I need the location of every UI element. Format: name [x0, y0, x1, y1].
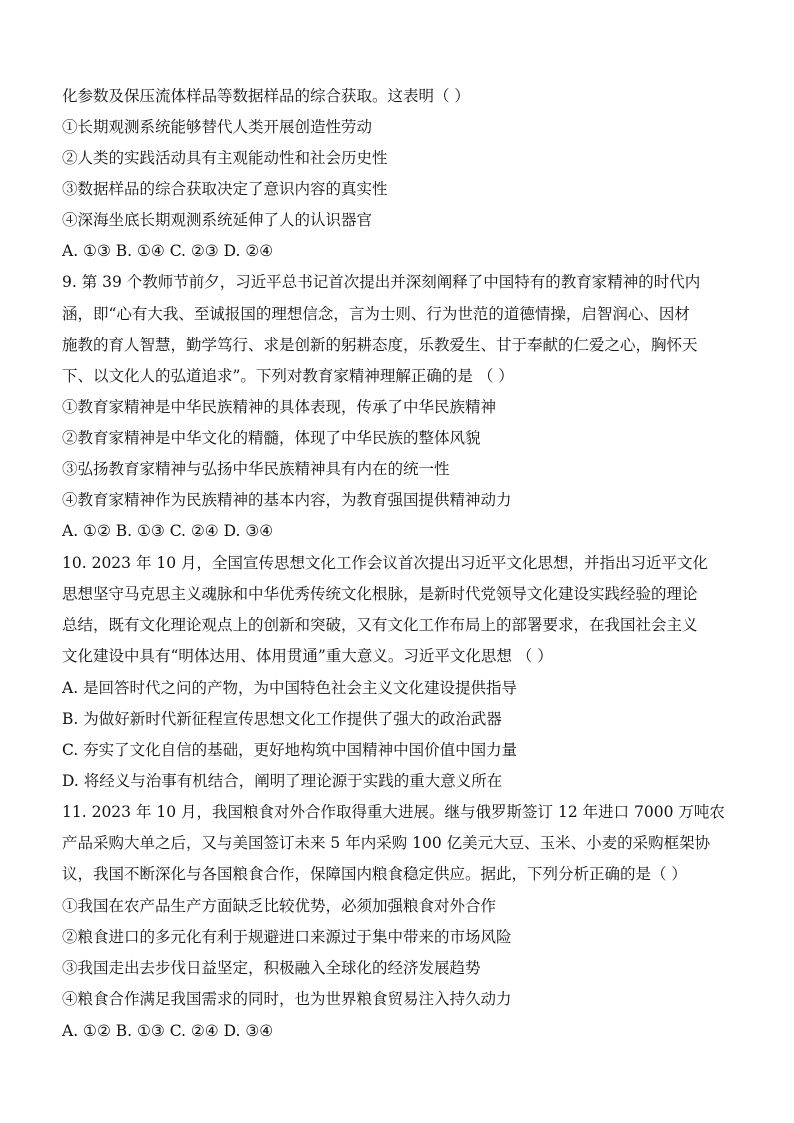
q10-option-a: A. 是回答时代之问的产物，为中国特色社会主义文化建设提供指导	[62, 679, 518, 697]
q11-stem-line-1: 11. 2023 年 10 月，我国粮食对外合作取得重大进展。继与俄罗斯签订 12 年进口 7000 万吨农	[62, 803, 725, 821]
q8-item-3: ③数据样品的综合获取决定了意识内容的真实性	[62, 180, 388, 198]
q9-stem-line-3: 施教的育人智慧，勤学笃行、求是创新的躬耕态度，乐教爱生、甘于奉献的仁爱之心，胸怀天	[62, 336, 698, 354]
q9-item-2: ②教育家精神是中华文化的精髓，体现了中华民族的整体风貌	[62, 429, 481, 447]
q9-item-1: ①教育家精神是中华民族精神的具体表现，传承了中华民族精神	[62, 398, 497, 416]
q10-option-d: D. 将经义与治事有机结合，阐明了理论源于实践的重大意义所在	[62, 772, 503, 790]
q9-options: A. ①② B. ①③ C. ②④ D. ③④	[62, 522, 274, 540]
q11-item-3: ③我国走出去步伐日益坚定，积极融入全球化的经济发展趋势	[62, 959, 481, 977]
q11-stem-line-2: 产品采购大单之后，又与美国签订未来 5 年内采购 100 亿美元大豆、玉米、小麦的采购框架协	[62, 834, 711, 852]
q10-stem-line-1: 10. 2023 年 10 月，全国宣传思想文化工作会议首次提出习近平文化思想，并指出习近平文化	[62, 554, 709, 572]
q10-stem-line-4: 文化建设中具有“明体达用、体用贯通”重大意义。习近平文化思想 （ ）	[62, 647, 553, 665]
q11-item-2: ②粮食进口的多元化有利于规避进口来源过于集中带来的市场风险	[62, 928, 512, 946]
q10-option-b: B. 为做好新时代新征程宣传思想文化工作提供了强大的政治武器	[62, 710, 502, 728]
q8-options: A. ①③ B. ①④ C. ②③ D. ②④	[62, 242, 274, 260]
q9-stem-line-4: 下、以文化人的弘道追求”。下列对教育家精神理解正确的是 （ ）	[62, 367, 514, 385]
q11-item-1: ①我国在农产品生产方面缺乏比较优势，必须加强粮食对外合作	[62, 897, 497, 915]
q9-item-4: ④教育家精神作为民族精神的基本内容，为教育强国提供精神动力	[62, 491, 512, 509]
q8-item-1: ①长期观测系统能够替代人类开展创造性劳动	[62, 118, 373, 136]
q10-stem-line-3: 总结，既有文化理论观点上的创新和突破，又有文化工作布局上的部署要求，在我国社会主义	[62, 616, 698, 634]
q10-stem-line-2: 思想坚守马克思主义魂脉和中华优秀传统文化根脉，是新时代党领导文化建设实践经验的理论	[62, 585, 698, 603]
q8-item-2: ②人类的实践活动具有主观能动性和社会历史性	[62, 149, 388, 167]
q9-stem-line-2: 涵，即“心有大我、至诚报国的理想信念，言为士则、行为世范的道德情操，启智润心、因材	[62, 305, 690, 323]
q11-stem-line-3: 议，我国不断深化与各国粮食合作，保障国内粮食稳定供应。据此，下列分析正确的是（ ）	[62, 865, 687, 883]
q9-item-3: ③弘扬教育家精神与弘扬中华民族精神具有内在的统一性	[62, 460, 450, 478]
q9-stem-line-1: 9. 第 39 个教师节前夕，习近平总书记首次提出并深刻阐释了中国特有的教育家精神的时代内	[62, 273, 701, 291]
q11-options: A. ①② B. ①③ C. ②④ D. ③④	[62, 1022, 274, 1040]
q8-item-4: ④深海坐底长期观测系统延伸了人的认识器官	[62, 211, 373, 229]
q11-item-4: ④粮食合作满足我国需求的同时，也为世界粮食贸易注入持久动力	[62, 990, 512, 1008]
q8-stem-tail: 化参数及保压流体样品等数据样品的综合获取。这表明（ ）	[62, 87, 470, 105]
q10-option-c: C. 夯实了文化自信的基础，更好地构筑中国精神中国价值中国力量	[62, 741, 518, 759]
